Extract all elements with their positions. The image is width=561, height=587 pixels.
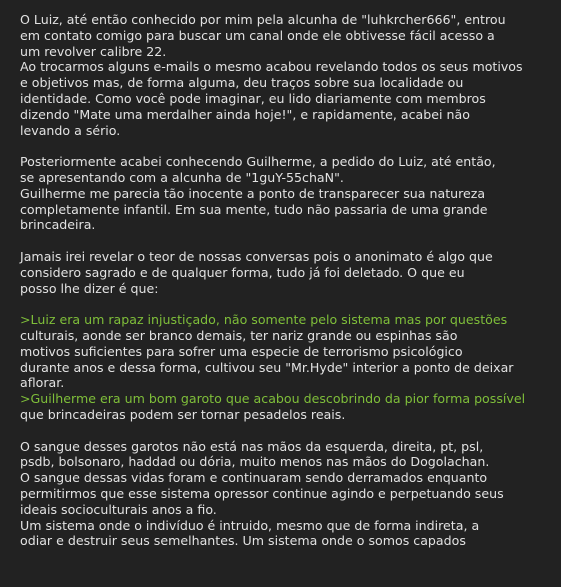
text-line: considero sagrado e de qualquer forma, tudo já foi deletado. O que eu xyxy=(20,264,465,280)
text-line: levando a sério. xyxy=(20,122,121,138)
text-line: O Luiz, até então conhecido por mim pela alcunha de "luhkrcher666", entrou xyxy=(20,12,506,27)
text-line: durante anos e dessa forma, cultivou seu "Mr.Hyde" interior a ponto de deixar xyxy=(20,359,514,375)
text-line: dizendo "Mate uma merdalher ainda hoje!", e rapidamente, acabei não xyxy=(20,106,470,122)
text-line: um revolver calibre 22. xyxy=(20,43,167,59)
text-line: ideais socioculturais anos a fio. xyxy=(20,501,217,517)
greentext-line: >Luiz era um rapaz injustiçado, não somente pelo sistema mas por questões xyxy=(20,312,508,328)
text-line: Posteriormente acabei conhecendo Guilherme, a pedido do Luiz, até então, xyxy=(20,154,496,170)
text-line: psdb, bolsonaro, haddad ou dória, muito menos nas mãos do Dogolachan. xyxy=(20,454,490,470)
text-line: que brincadeiras podem ser tornar pesadelos reais. xyxy=(20,406,346,422)
paragraph xyxy=(20,12,547,138)
text-line: em contato comigo para buscar um canal onde ele obtivesse fácil acesso a xyxy=(20,27,495,43)
paragraph xyxy=(20,439,547,550)
text-line: motivos suficientes para sofrer uma especie de terrorismo psicológico xyxy=(20,343,463,359)
text-line: permitirmos que esse sistema opressor continue agindo e perpetuando seus xyxy=(20,485,504,501)
text-line: odiar e destruir seus semelhantes. Um sistema onde o somos capados xyxy=(20,533,466,549)
paragraph xyxy=(20,249,547,296)
text-line: culturais, aonde ser branco demais, ter nariz grande ou espinhas são xyxy=(20,327,458,343)
text-line: Jamais irei revelar o teor de nossas conversas pois o anonimato é algo que xyxy=(20,248,493,264)
text-line: se apresentando com a alcunha de "1guY-55chaN". xyxy=(20,169,344,185)
paragraph xyxy=(20,154,547,233)
text-line: identidade. Como você pode imaginar, eu lido diariamente com membros xyxy=(20,90,486,106)
text-line: aflorar. xyxy=(20,375,65,391)
text-line: brincadeira. xyxy=(20,217,96,233)
text-line: O sangue dessas vidas foram e continuaram sendo derramados enquanto xyxy=(20,470,488,486)
text-line: completamente infantil. Em sua mente, tudo não passaria de uma grande xyxy=(20,201,488,217)
text-line: e objetivos mas, de forma alguma, deu traços sobre sua localidade ou xyxy=(20,75,464,91)
text-line: Guilherme me parecia tão inocente a ponto de transparecer sua natureza xyxy=(20,185,486,201)
text-line: Ao trocarmos alguns e-mails o mesmo acabou revelando todos os seus motivos xyxy=(20,59,523,75)
text-line: Um sistema onde o indivíduo é intruido, mesmo que de forma indireta, a xyxy=(20,517,480,533)
greentext-line: >Guilherme era um bom garoto que acabou descobrindo da pior forma possível xyxy=(20,391,526,407)
paragraph xyxy=(20,312,547,423)
text-line: O sangue desses garotos não está nas mãos da esquerda, direita, pt, psl, xyxy=(20,438,484,454)
text-line: posso lhe dizer é que: xyxy=(20,280,159,296)
